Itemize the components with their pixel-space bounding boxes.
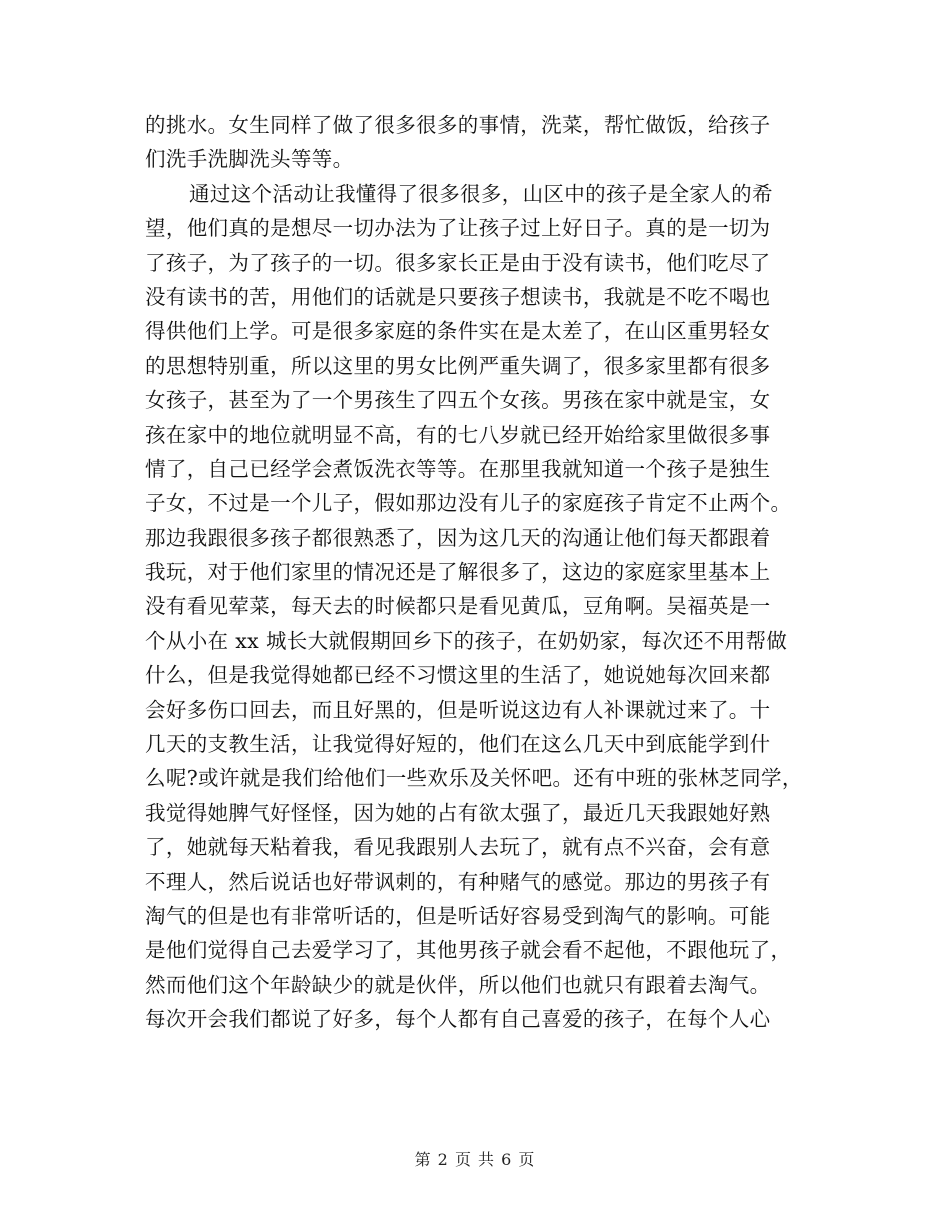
paragraph-first-line: 通过这个活动让我懂得了很多很多，山区中的孩子是全家人的希	[189, 181, 773, 206]
text-line: 的思想特别重，所以这里的男女比例严重失调了，很多家里都有很多	[145, 353, 771, 378]
text-line: 得供他们上学。可是很多家庭的条件实在是太差了，在山区重男轻女	[145, 319, 771, 344]
text-line: 情了，自己已经学会煮饭洗衣等等。在那里我就知道一个孩子是独生	[145, 456, 771, 481]
text-line: 个从小在 xx 城长大就假期回乡下的孩子，在奶奶家，每次还不用帮做	[145, 628, 788, 653]
text-line: 们洗手洗脚洗头等等。	[145, 147, 354, 172]
text-line: 然而他们这个年龄缺少的就是伙伴，所以他们也就只有跟着去淘气。	[145, 972, 771, 997]
text-line: 我玩，对于他们家里的情况还是了解很多了，这边的家庭家里基本上	[145, 560, 771, 585]
text-line: 没有读书的苦，用他们的话就是只要孩子想读书，我就是不吃不喝也	[145, 284, 771, 309]
text-line: 不理人，然后说话也好带讽刺的，有种赌气的感觉。那边的男孩子有	[145, 869, 771, 894]
text-line: 几天的支教生活，让我觉得好短的，他们在这么几天中到底能学到什	[145, 732, 771, 757]
page-number-footer: 第 2 页 共 6 页	[414, 1150, 536, 1169]
text-line: 孩在家中的地位就明显不高，有的七八岁就已经开始给家里做很多事	[145, 422, 771, 447]
text-line: 每次开会我们都说了好多，每个人都有自己喜爱的孩子，在每个人心	[145, 1007, 771, 1032]
text-line: 了孩子，为了孩子的一切。很多家长正是由于没有读书，他们吃尽了	[145, 250, 771, 275]
text-line: 什么，但是我觉得她都已经不习惯这里的生活了，她说她每次回来都	[145, 663, 771, 688]
body-text	[145, 108, 805, 1037]
text-line: 是他们觉得自己去爱学习了，其他男孩子就会看不起他，不跟他玩了，	[145, 938, 792, 963]
text-line: 淘气的但是也有非常听话的，但是听话好容易受到淘气的影响。可能	[145, 903, 771, 928]
text-line: 我觉得她脾气好怪怪，因为她的占有欲太强了，最近几天我跟她好熟	[145, 800, 771, 825]
text-line: 没有看见荤菜，每天去的时候都只是看见黄瓜，豆角啊。吴福英是一	[145, 594, 771, 619]
text-line: 会好多伤口回去，而且好黑的，但是听说这边有人补课就过来了。十	[145, 697, 771, 722]
text-line: 的挑水。女生同样了做了很多很多的事情，洗菜，帮忙做饭，给孩子	[145, 113, 771, 137]
text-line: 了，她就每天粘着我，看见我跟别人去玩了，就有点不兴奋，会有意	[145, 835, 771, 860]
text-line: 子女，不过是一个儿子，假如那边没有儿子的家庭孩子肯定不止两个。	[145, 491, 792, 516]
text-line: 么呢?或许就是我们给他们一些欢乐及关怀吧。还有中班的张林芝同学，	[145, 766, 803, 791]
text-line: 那边我跟很多孩子都很熟悉了，因为这几天的沟通让他们每天都跟着	[145, 525, 771, 550]
text-line: 女孩子，甚至为了一个男孩生了四五个女孩。男孩在家中就是宝，女	[145, 388, 771, 413]
text-line: 望，他们真的是想尽一切办法为了让孩子过上好日子。真的是一切为	[145, 216, 771, 241]
